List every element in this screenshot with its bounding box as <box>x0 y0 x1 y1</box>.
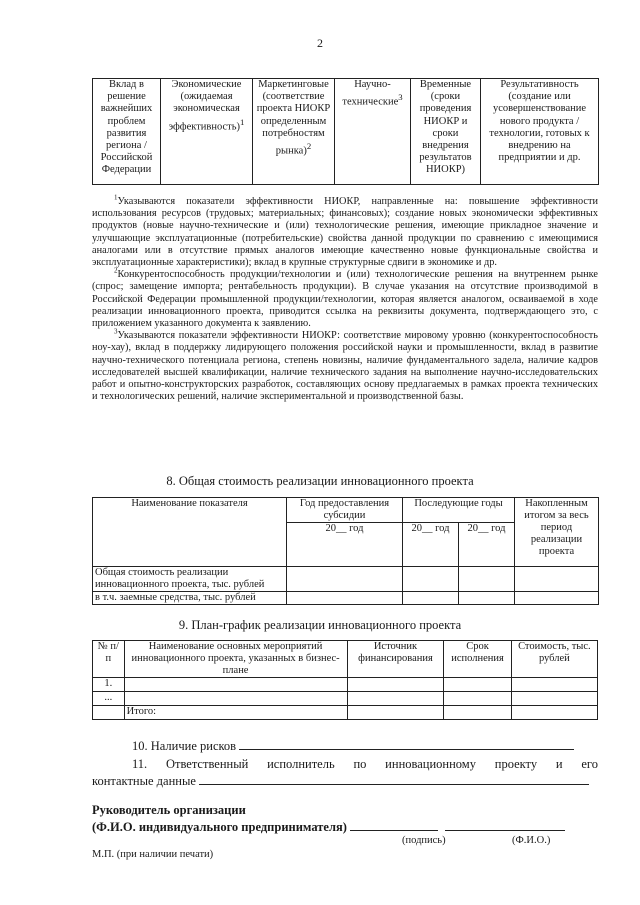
section-8-title: 8. Общая стоимость реализации инновационного проекта <box>166 474 474 488</box>
header-cell: Источник финансирования <box>347 641 444 678</box>
table-row <box>93 706 598 720</box>
fio-field[interactable] <box>445 819 565 831</box>
header-cell: Накопленным итогом за весь период реализации проекта <box>515 498 599 567</box>
empty-cell[interactable] <box>515 567 599 592</box>
empty-cell[interactable] <box>511 678 597 692</box>
empty-cell[interactable] <box>444 692 511 706</box>
header-cell-economic: Экономические (ожидаемая экономическая эффективность)$^1$ <box>161 79 253 185</box>
header-cell-contribution: Вклад в решение важнейших проблем развития региона / Российской Федерации <box>93 79 161 185</box>
header-cell: Наименование основных мероприятий инновационного проекта, указанных в бизнес-плане <box>124 641 347 678</box>
signature-subtitle: (Ф.И.О. индивидуального предпринимателя) <box>92 819 565 835</box>
empty-cell[interactable] <box>459 567 515 592</box>
empty-cell[interactable] <box>347 706 444 720</box>
table-row <box>93 678 598 692</box>
year-cell: 20__ год <box>459 523 515 567</box>
empty-cell[interactable] <box>403 592 459 605</box>
header-cell: Срок исполнения <box>444 641 511 678</box>
footnotes <box>92 193 598 403</box>
table-row <box>93 692 598 706</box>
fio-caption: (Ф.И.О.) <box>512 835 551 846</box>
empty-cell[interactable] <box>347 692 444 706</box>
section-11 <box>92 773 589 789</box>
table-row <box>93 79 599 185</box>
signature-title: Руководитель организации <box>92 803 246 817</box>
row-number: 1. <box>93 678 125 692</box>
row-number: ... <box>93 692 125 706</box>
header-cell: № п/п <box>93 641 125 678</box>
section-10 <box>132 738 574 754</box>
sign-caption: (подпись) <box>402 835 446 846</box>
table-row <box>93 592 599 605</box>
row-label: в т.ч. заемные средства, тыс. рублей <box>93 592 287 605</box>
empty-cell[interactable] <box>124 678 347 692</box>
empty-cell[interactable] <box>403 567 459 592</box>
contact-field[interactable] <box>199 773 589 785</box>
empty-cell[interactable] <box>444 706 511 720</box>
table-row <box>93 641 598 678</box>
header-cell: Наименование показателя <box>93 498 287 567</box>
header-cell: Стоимость, тыс. рублей <box>511 641 597 678</box>
section-9-title: 9. План-график реализации инновационного проекта <box>178 618 462 632</box>
schedule-table <box>92 640 598 720</box>
empty-cell[interactable] <box>511 706 597 720</box>
empty-cell[interactable] <box>515 592 599 605</box>
empty-cell[interactable] <box>347 678 444 692</box>
criteria-table <box>92 78 599 185</box>
table-row <box>93 498 599 523</box>
footnote: $^3$Указываются показатели эффективности НИОКР: соответствие мировому уровню (конкурентоспособность ноу-хау), вклад в поддержку лидирующего положения российской науки и промышленности, вклад в развитие научно-технического потенциала региона, степень новизны, наличие фундаментального задела, наличие кадров исследователей высшей квалификации, наличие технического задания на выполнение научно-исследовательских работ и опытно-конструкторских разработок, составляющих основу предлагаемых в рамках проекта технических и технологических решений, наличие экспериментальной и производственной базы. <box>92 327 598 403</box>
header-cell-result: Результативность (создание или усовершенствование нового продукта / технологии, готовых к внедрению на предприятии и др. <box>481 79 599 185</box>
empty-cell[interactable] <box>287 592 403 605</box>
section-11-label-cont: контактные данные <box>92 774 196 788</box>
year-cell: 20__ год <box>287 523 403 567</box>
signature-field[interactable] <box>350 819 438 831</box>
total-label: Итого: <box>124 706 347 720</box>
cost-table <box>92 497 599 605</box>
table-row <box>93 567 599 592</box>
empty-cell <box>93 706 125 720</box>
header-cell-time: Временные (сроки проведения НИОКР и сроки внедрения результатов НИОКР) <box>411 79 481 185</box>
header-cell-marketing: Маркетинговые (соответствие проекта НИОКР определенным потребностям рынка)$^2$ <box>253 79 335 185</box>
section-10-label: 10. Наличие рисков <box>132 739 237 753</box>
page-number: 2 <box>317 36 323 50</box>
empty-cell[interactable] <box>444 678 511 692</box>
row-label: Общая стоимость реализации инновационного проекта, тыс. рублей <box>93 567 287 592</box>
year-cell: 20__ год <box>403 523 459 567</box>
header-cell: Последующие годы <box>403 498 515 523</box>
empty-cell[interactable] <box>459 592 515 605</box>
empty-cell[interactable] <box>287 567 403 592</box>
stamp-label: М.П. (при наличии печати) <box>92 849 214 860</box>
footnote: $^2$Конкурентоспособность продукции/технологии и (или) технологические решения на внутреннем рынке (спрос; замещение импорта; рентабельность продукции). В случае указания на отсутствие производимой в Российской Федерации промышленной продукции/технологии, которая является аналогом, осваиваемой в ходе реализации инновационного проекта, приводится ссылка на реквизиты документа, подтверждающего это, с приложением указанного документа к заявлению. <box>92 266 598 330</box>
header-cell-scientific: Научно-технические$^3$ <box>335 79 411 185</box>
footnote: $^1$Указываются показатели эффективности НИОКР, направленные на: повышение эффективности использования ресурсов (трудовых; материальных; финансовых); создание новых экономически эффективных продуктов (новые научно-технические и (или) технологические решения, имеющие прикладное значение и улучшающие эксплуатационные (потребительские) свойства данной продукции по сравнению с имеющимися аналогами или в отсутствие прямых аналогов имеющие качественно новые функциональные свойства и эксплуатационные характеристики); вклад в крупные структурные сдвиги в экономике и др. <box>92 193 598 269</box>
risks-field[interactable] <box>239 738 574 750</box>
empty-cell[interactable] <box>124 692 347 706</box>
section-11-label: 11. Ответственный исполнитель по инновационному проекту и его <box>132 757 598 771</box>
header-cell: Год предоставления субсидии <box>287 498 403 523</box>
empty-cell[interactable] <box>511 692 597 706</box>
